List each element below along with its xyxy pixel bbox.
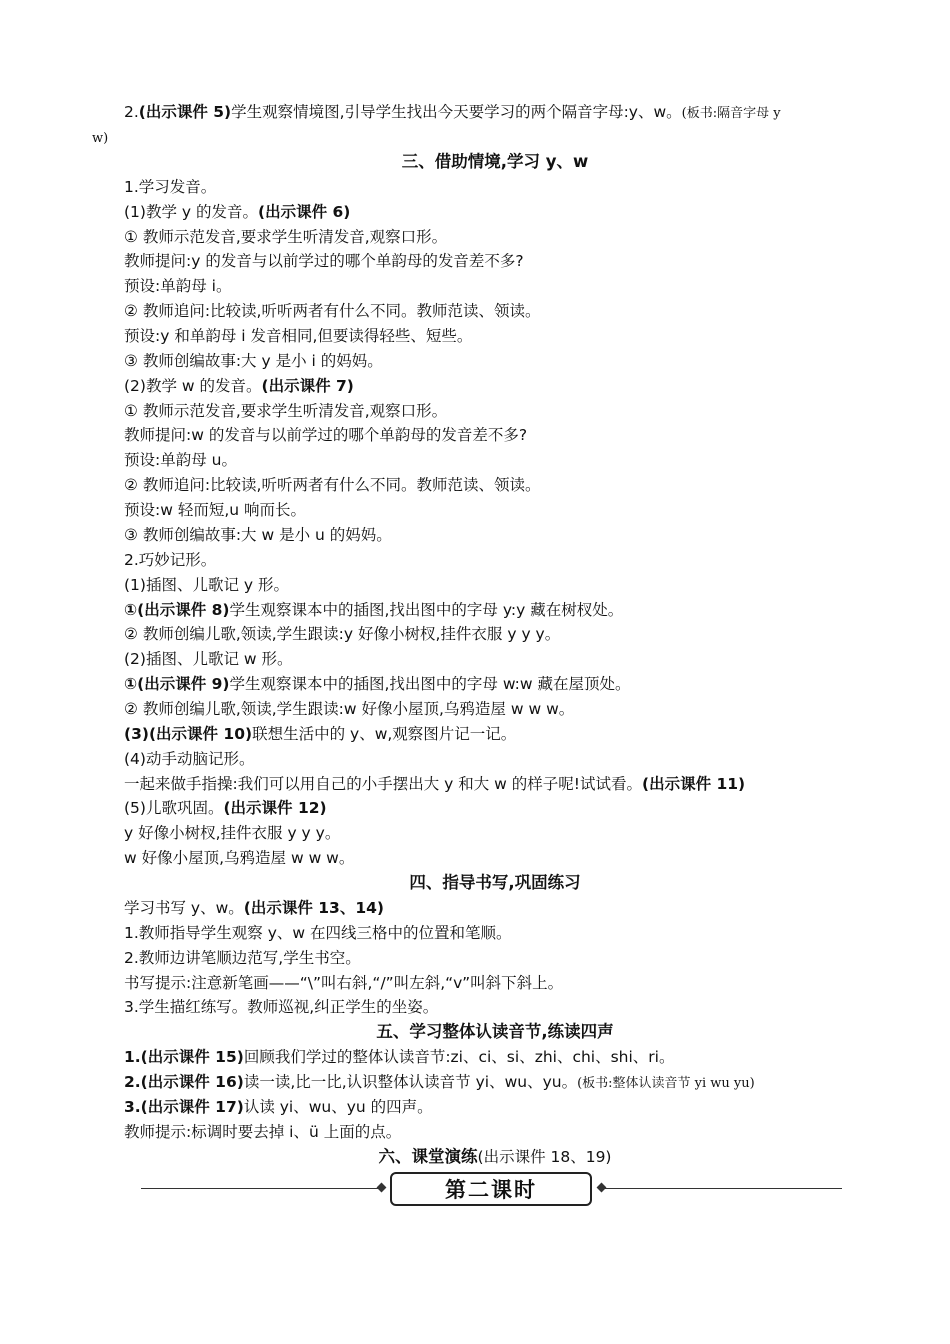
s3-line: y 好像小树杈,挂件衣服 y y y。 <box>124 824 341 842</box>
intro-line-2: w) <box>92 131 109 146</box>
s3-line: (2)插图、儿歌记 w 形。 <box>124 650 293 668</box>
s3-line: ③ 教师创编故事:大 w 是小 u 的妈妈。 <box>124 526 392 544</box>
s4-line: 书写提示:注意新笔画——“\”叫右斜,“/”叫左斜,“v”叫斜下斜上。 <box>124 974 564 992</box>
s3-line: 1.学习发音。 <box>124 178 217 196</box>
s3-line: (1)教学 y 的发音。(出示课件 6) <box>124 203 351 221</box>
s5-line: 2.(出示课件 16)读一读,比一比,认识整体认读音节 yi、wu、yu。(板书:整体认读音节 yi wu yu) <box>124 1073 755 1091</box>
s3-line: ③ 教师创编故事:大 y 是小 i 的妈妈。 <box>124 352 383 370</box>
s3-line: ② 教师创编儿歌,领读,学生跟读:y 好像小树杈,挂件衣服 y y y。 <box>124 625 561 643</box>
divider-diamond-left <box>377 1183 387 1193</box>
s3-line: ② 教师创编儿歌,领读,学生跟读:w 好像小屋顶,乌鸦造屋 w w w。 <box>124 700 575 718</box>
s3-line: ① 教师示范发音,要求学生听清发音,观察口形。 <box>124 402 448 420</box>
s3-line: 预设:单韵母 i。 <box>124 277 232 295</box>
s3-line: (1)插图、儿歌记 y 形。 <box>124 576 289 594</box>
intro-line-1: 2.(出示课件 5)学生观察情境图,引导学生找出今天要学习的两个隔音字母:y、w。(板书:隔音字母 y <box>124 103 781 121</box>
s5-line: 3.(出示课件 17)认读 yi、wu、yu 的四声。 <box>124 1098 433 1116</box>
section-4-heading: 四、指导书写,巩固练习 <box>409 873 581 892</box>
s4-line: 学习书写 y、w。(出示课件 13、14) <box>124 899 384 917</box>
s3-line: w 好像小屋顶,乌鸦造屋 w w w。 <box>124 849 355 867</box>
s3-line: ①(出示课件 9)学生观察课本中的插图,找出图中的字母 w:w 藏在屋顶处。 <box>124 675 631 693</box>
s3-line: (4)动手动脑记形。 <box>124 750 255 768</box>
s4-line: 3.学生描红练写。教师巡视,纠正学生的坐姿。 <box>124 998 439 1016</box>
s3-line: 预设:w 轻而短,u 响而长。 <box>124 501 307 519</box>
s4-line: 1.教师指导学生观察 y、w 在四线三格中的位置和笔顺。 <box>124 924 512 942</box>
s3-line: (5)儿歌巩固。(出示课件 12) <box>124 799 327 817</box>
lesson-badge: 第二课时 <box>390 1172 592 1206</box>
s5-line: 教师提示:标调时要去掉 i、ü 上面的点。 <box>124 1123 402 1141</box>
s4-line: 2.教师边讲笔顺边范写,学生书空。 <box>124 949 361 967</box>
s3-line: ①(出示课件 8)学生观察课本中的插图,找出图中的字母 y:y 藏在树杈处。 <box>124 601 624 619</box>
s3-line: ① 教师示范发音,要求学生听清发音,观察口形。 <box>124 228 448 246</box>
s3-line: 预设:y 和单韵母 i 发音相同,但要读得轻些、短些。 <box>124 327 473 345</box>
s3-line: 预设:单韵母 u。 <box>124 451 237 469</box>
divider-rule-right <box>600 1188 842 1189</box>
s3-line: (3)(出示课件 10)联想生活中的 y、w,观察图片记一记。 <box>124 725 517 743</box>
s5-line: 1.(出示课件 15)回顾我们学过的整体认读音节:zi、ci、si、zhi、chi、shi、ri。 <box>124 1048 675 1066</box>
s3-line: ② 教师追问:比较读,听听两者有什么不同。教师范读、领读。 <box>124 476 541 494</box>
s3-line: 2.巧妙记形。 <box>124 551 217 569</box>
s3-line: 教师提问:w 的发音与以前学过的哪个单韵母的发音差不多? <box>124 426 528 444</box>
s3-line: ② 教师追问:比较读,听听两者有什么不同。教师范读、领读。 <box>124 302 541 320</box>
divider-diamond-right <box>597 1183 607 1193</box>
divider-rule-left <box>141 1188 383 1189</box>
section-3-heading: 三、借助情境,学习 y、w <box>401 152 589 171</box>
section-5-heading: 五、学习整体认读音节,练读四声 <box>376 1022 614 1041</box>
s3-line: 一起来做手指操:我们可以用自己的小手摆出大 y 和大 w 的样子呢!试试看。(出示课件 11) <box>124 775 746 793</box>
s3-line: (2)教学 w 的发音。(出示课件 7) <box>124 377 354 395</box>
section-6-heading: 六、课堂演练(出示课件 18、19) <box>378 1147 612 1166</box>
s3-line: 教师提问:y 的发音与以前学过的哪个单韵母的发音差不多? <box>124 252 524 270</box>
